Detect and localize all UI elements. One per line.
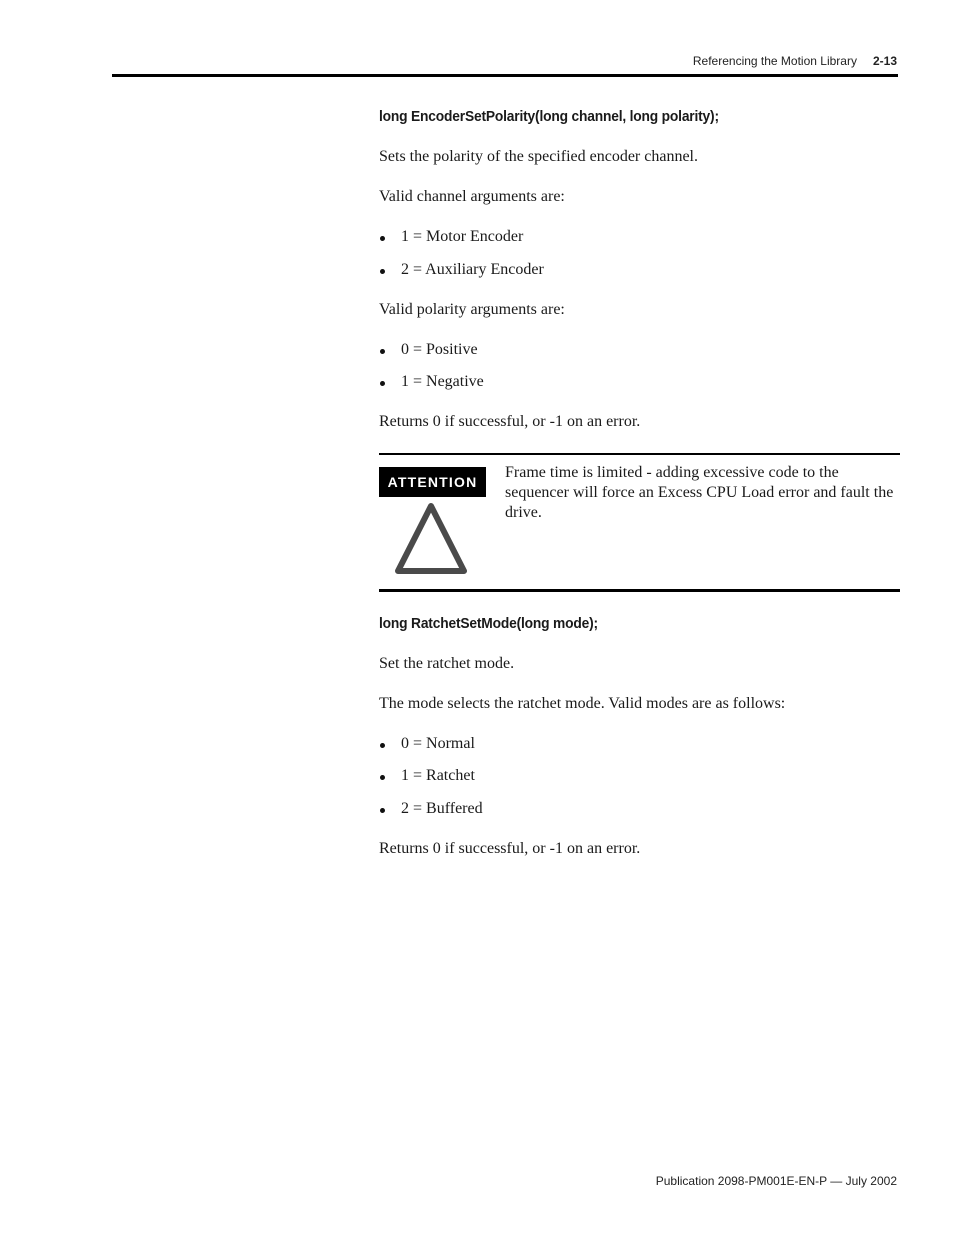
attention-box [379, 453, 900, 592]
page-number: 2-13 [872, 54, 897, 68]
main-content [379, 108, 900, 859]
running-header [693, 52, 897, 70]
attention-text: Frame time is limited - adding excessive code to the sequencer will force an Excess CPU Load error and fault the drive. [505, 464, 894, 521]
list-item: 0 = Normal [379, 734, 900, 754]
encoder-description: Sets the polarity of the specified encoder channel. [379, 148, 698, 165]
list-item: 1 = Negative [379, 372, 900, 392]
ratchet-set-mode-heading: long RatchetSetMode(long mode); [379, 615, 598, 632]
list-item: 2 = Auxiliary Encoder [379, 260, 900, 280]
ratchet-description: Set the ratchet mode. [379, 655, 515, 672]
channel-args-list [379, 227, 900, 280]
header-section-title: Referencing the Motion Library [692, 54, 857, 68]
modes-intro: The mode selects the ratchet mode. Valid modes are as follows: [379, 695, 786, 712]
encoder-set-polarity-heading: long EncoderSetPolarity(long channel, long polarity); [379, 108, 719, 125]
list-item: 0 = Positive [379, 340, 900, 360]
list-item: 1 = Ratchet [379, 766, 900, 786]
polarity-intro: Valid polarity arguments are: [379, 301, 565, 318]
warning-triangle-icon [394, 501, 468, 577]
list-item: 1 = Motor Encoder [379, 227, 900, 247]
publication-footer: Publication 2098-PM001E-EN-P — July 2002 [655, 1174, 897, 1188]
ratchet-returns: Returns 0 if successful, or -1 on an error. [379, 840, 641, 857]
encoder-returns: Returns 0 if successful, or -1 on an error. [379, 413, 641, 430]
attention-badge: ATTENTION [379, 467, 486, 497]
list-item: 2 = Buffered [379, 799, 900, 819]
header-rule [112, 74, 898, 77]
channel-intro: Valid channel arguments are: [379, 188, 565, 205]
polarity-args-list [379, 340, 900, 392]
modes-list [379, 734, 900, 819]
